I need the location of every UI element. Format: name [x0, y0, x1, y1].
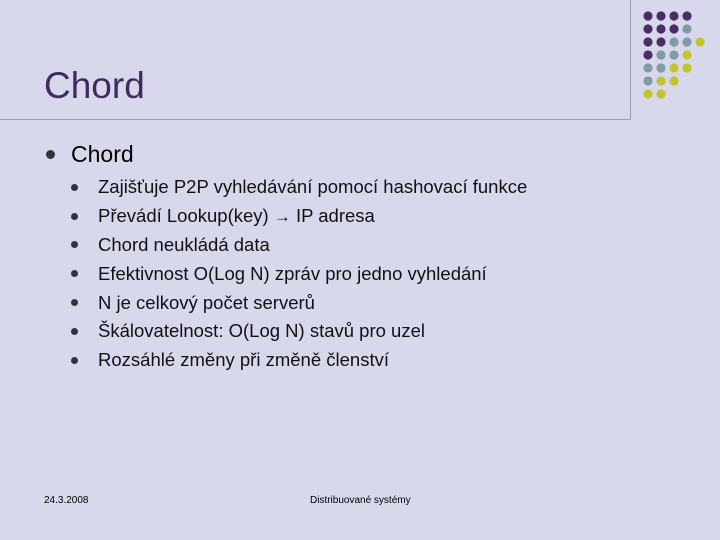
sub-bullet-item [71, 317, 527, 346]
sub-bullet-text-before: Převádí Lookup(key) [98, 205, 269, 227]
right-arrow-icon: → [273, 207, 291, 227]
bullet-dot-icon [71, 241, 78, 248]
sub-bullet-text-after: IP adresa [295, 205, 375, 227]
bullet-dot-icon [71, 270, 78, 277]
header-horizontal-divider [0, 119, 631, 120]
sub-bullet-item [71, 202, 527, 231]
dot-row-7 [643, 89, 665, 98]
sub-bullet-text: Rozsáhlé změny při změně členství [98, 349, 389, 371]
footer-course-title: Distribuované systémy [310, 495, 411, 506]
dot-row-5 [643, 63, 691, 72]
sub-bullet-item [71, 288, 527, 317]
bullet-dot-icon [71, 357, 78, 364]
sub-bullet-text: Škálovatelnost: O(Log N) stavů pro uzel [98, 320, 425, 342]
bullet-dot-icon [71, 328, 78, 335]
dot-row-2 [643, 24, 691, 33]
sub-bullet-item [71, 231, 527, 260]
sub-bullet-list [71, 173, 527, 375]
sub-bullet-text: Zajišťuje P2P vyhledávání pomocí hashovací funkce [98, 176, 528, 198]
footer-date: 24.3.2008 [44, 495, 89, 506]
bullet-dot-icon [46, 150, 55, 159]
sub-bullet-item [71, 346, 527, 375]
main-bullet-text: Chord [71, 141, 134, 167]
dot-row-1 [643, 11, 691, 20]
sub-bullet-text: Efektivnost O(Log N) zpráv pro jedno vyhledání [98, 262, 487, 284]
header-vertical-divider [630, 0, 631, 120]
sub-bullet-item [71, 259, 527, 288]
sub-bullet-text: Chord neukládá data [98, 233, 270, 255]
bullet-dot-icon [71, 213, 78, 220]
dot-row-6 [643, 76, 678, 85]
dot-row-4 [643, 50, 691, 59]
main-bullet [46, 140, 134, 168]
sub-bullet-text: N je celkový počet serverů [98, 291, 315, 313]
slide-title: Chord [44, 65, 145, 106]
dot-row-3 [643, 37, 704, 46]
bullet-dot-icon [71, 299, 78, 306]
bullet-dot-icon [71, 184, 78, 191]
sub-bullet-item [71, 173, 527, 202]
sub-bullet-text [98, 205, 375, 227]
